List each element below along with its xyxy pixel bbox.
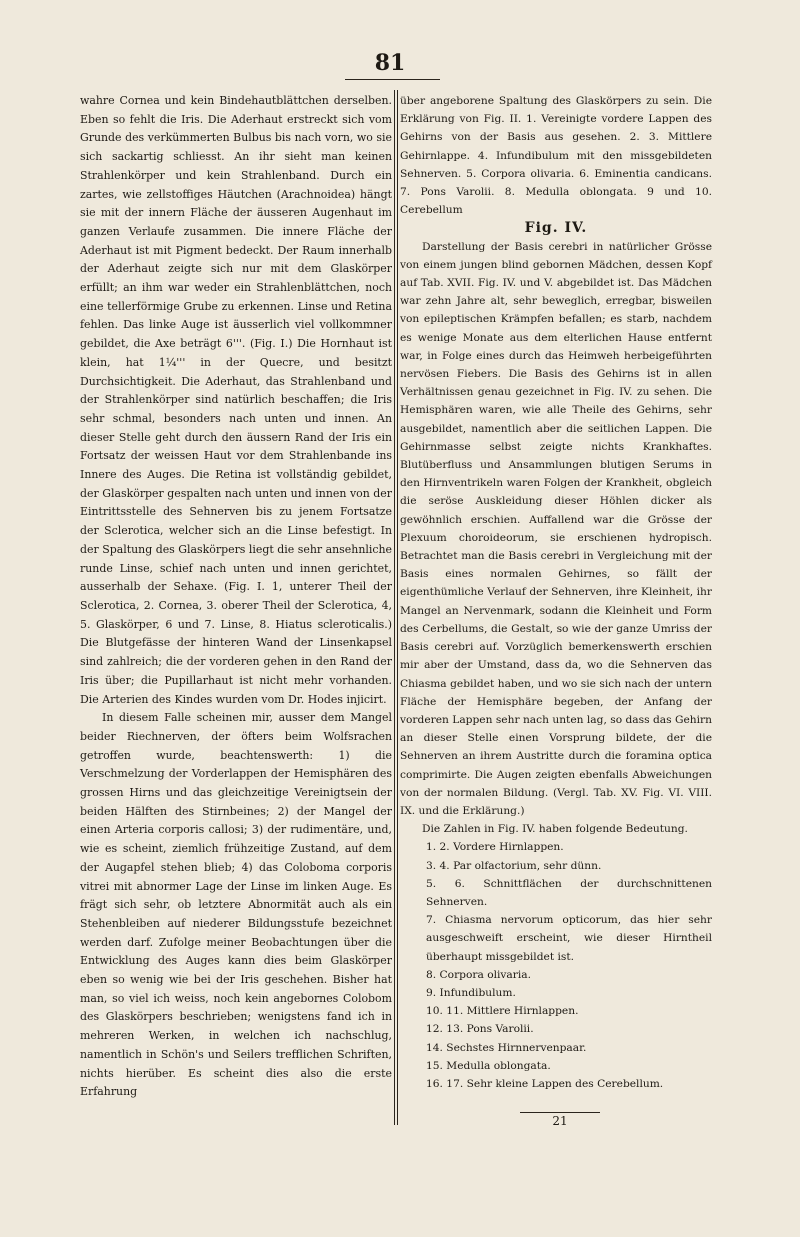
numbers-intro: Die Zahlen in Fig. IV. haben folgende Bedeutung. bbox=[422, 822, 688, 836]
legend-item: 5. 6. Schnittflächen der durchschnittenen Sehnerven. bbox=[426, 876, 712, 908]
left-paragraph-1: wahre Cornea und kein Bindehautblättchen derselben. Eben so fehlt die Iris. Die Aderhaut erstreckt sich vom Grunde des verkümmerten Bulbus bis nach vorn, wo sie sich sackartig schliesst. An ihr sieht man keinen Strahlenkörper und kein Strahlenband. Durch ein zartes, wie zellstoffiges Häutchen (Arachnoidea) hängt sie mit der innern Fläche der äusseren Augenhaut im ganzen Verlaufe zusammen. Die innere Fläche der Aderhaut ist mit Pigment bedeckt. Der Raum innerhalb der Aderhaut zeigte sich nur mit dem Glaskörper erfüllt; an ihm war weder ein Strahlenblättchen, noch eine tellerförmige Grube zu erkennen. Linse und Retina fehlen. Das linke Auge ist äusserlich viel vollkommner gebildet, die Axe beträgt 6'''. (Fig. I.) Die Hornhaut ist klein, hat 1¼''' in der Quecre, und besitzt Durchsichtigkeit. Die Aderhaut, das Strahlenband und der Strahlenkörper sind natürlich beschaffen; die Iris sehr schmal, besonders nach unten und innen. An dieser Stelle geht durch den äussern Rand der Iris ein Fortsatz der weissen Haut vor dem Strahlenbande ins Innere des Auges. Die Retina ist vollständig gebildet, der Glaskörper gespalten nach unten und innen von der Eintrittsstelle des Sehnerven bis zu jenem Fortsatze der Sclerotica, welcher sich an die Linse befestigt. In der Spaltung des Glaskörpers liegt die sehr ansehnliche runde Linse, schief nach unten und innen gerichtet, ausserhalb der Sehaxe. (Fig. I. 1, unterer Theil der Sclerotica, 2. Cornea, 3. oberer Theil der Sclerotica, 4, 5. Glaskörper, 6 und 7. Linse, 8. Hiatus scleroticalis.) Die Blutgefässe der hinteren Wand der Linsenkapsel sind zahlreich; die der vorderen gehen in den Rand der Iris über; die Pupillarhaut ist nicht mehr vorhanden. Die Arterien des Kindes wurden vom Dr. Hodes injicirt. bbox=[80, 94, 392, 706]
figure-heading: Fig. IV. bbox=[524, 220, 588, 237]
column-divider bbox=[394, 90, 398, 1125]
legend-item: 3. 4. Par olfactorium, sehr dünn. bbox=[426, 858, 602, 872]
legend-item: 10. 11. Mittlere Hirnlappen. bbox=[426, 1004, 579, 1018]
legend-item: 12. 13. Pons Varolii. bbox=[426, 1022, 534, 1036]
right-intro-paragraph: über angeborene Spaltung des Glaskörpers zu sein. Die Erklärung von Fig. II. 1. Vereinigte vordere Lappen des Gehirns von der Basis aus gesehen. 2. 3. Mittlere Gehirnlappe. 4. Infundibulum mit den missgebildeten Sehnerven. 5. Corpora olivaria. 6. Eminentia candicans. 7. Pons Varolii. 8. Medulla oblongata. 9 und 10. Cerebellum bbox=[400, 94, 712, 217]
right-column bbox=[400, 92, 712, 1093]
header-rule bbox=[345, 79, 440, 80]
left-paragraph-2: In diesem Falle scheinen mir, ausser dem Mangel beider Riechnerven, der öfters beim Wolfsrachen getroffen wurde, beachtenswerth: 1) die Verschmelzung der Vorderlappen der Hemisphären des grossen Hirns und das gleichzeitige Vereinigtsein der beiden Hälften des Stirnbeines; 2) der Mangel der einen Arteria corporis callosi; 3) der rudimentäre, und, wie es scheint, ziemlich frühzeitige Zustand, auf dem der Augapfel stehen blieb; 4) das Coloboma corporis vitrei mit abnormer Lage der Linse im linken Auge. Es frägt sich sehr, ob letztere Abnormität auch als ein Stehenbleiben auf niederer Bildungsstufe bezeichnet werden darf. Zufolge meiner Beobachtungen über die Entwicklung des Auges kann dies beim Glaskörper eben so wenig wie bei der Iris geschehen. Bisher hat man, so viel ich weiss, noch kein angebornes Colobom des Glaskörpers beschrieben; wenigstens fand ich in mehreren Werken, in welchen ich nachschlug, namentlich in Schön's und Seilers trefflichen Schriften, nichts hierüber. Es scheint dies also die erste Erfahrung bbox=[80, 711, 392, 1099]
legend-item: 1. 2. Vordere Hirnlappen. bbox=[426, 840, 564, 854]
footer-rule bbox=[520, 1112, 600, 1113]
legend-item: 14. Sechstes Hirnnervenpaar. bbox=[426, 1040, 587, 1054]
legend-item: 7. Chiasma nervorum opticorum, das hier sehr ausgeschweift erscheint, wie dieser Hirntheil überhaupt missgebildet ist. bbox=[426, 913, 712, 963]
printer-signature: 21 bbox=[552, 1114, 568, 1128]
legend-item: 16. 17. Sehr kleine Lappen des Cerebellum. bbox=[426, 1076, 664, 1090]
left-column bbox=[80, 92, 392, 1102]
page-number: 81 bbox=[374, 50, 406, 76]
legend-item: 15. Medulla oblongata. bbox=[426, 1058, 551, 1072]
legend-item: 9. Infundibulum. bbox=[426, 985, 516, 999]
figure-description: Darstellung der Basis cerebri in natürlicher Grösse von einem jungen blind gebornen Mädchen, dessen Kopf auf Tab. XVII. Fig. IV. und V. abgebildet ist. Das Mädchen war zehn Jahre alt, sehr beweglich, erregbar, bisweilen von epileptischen Krämpfen befallen; es starb, nachdem es wenige Monate aus dem elterlichen Hause entfernt war, in Folge eines durch das Heimweh herbeigeführten nervösen Fiebers. Die Basis des Gehirns ist in allen Verhältnissen genau gezeichnet in Fig. IV. zu sehen. Die Hemisphären waren, wie alle Theile des Gehirns, sehr ausgebildet, namentlich aber die seitlichen Lappen. Die Gehirnmasse selbst zeigte nichts Krankhaftes. Blutüberfluss und Ansammlungen blutigen Serums in den Hirnventrikeln waren Folgen der Krankheit, obgleich die seröse Auskleidung dieser Höhlen dicker als gewöhnlich erschien. Auffallend war die Grösse der Plexuum choroideorum, sie erschienen hydropisch. Betrachtet man die Basis cerebri in Vergleichung mit der Basis eines normalen Gehirnes, so fällt der eigenthümliche Verlauf der Sehnerven, ihre Kleinheit, ihr Mangel an Nervenmark, sodann die Kleinheit und Form des Cerbellums, die Gestalt, so wie der ganze Umriss der Basis cerebri auf. Vorzüglich bemerkenswerth erschien mir aber der Umstand, dass da, wo die Sehnerven das Chiasma gebildet haben, und wo sie sich nach der untern Fläche der Hemisphäre begeben, der Anfang der vorderen Lappen sehr nach unten lag, so dass das Gehirn an dieser Stelle einen Vorsprung bildete, der die Sehnerven an ihrem Austritte durch die foramina optica comprimirte. Die Augen zeigten ebenfalls Abweichungen von der normalen Bildung. (Vergl. Tab. XV. Fig. VI. VIII. IX. und die Erklärung.) bbox=[400, 239, 712, 817]
legend-item: 8. Corpora olivaria. bbox=[426, 967, 531, 981]
